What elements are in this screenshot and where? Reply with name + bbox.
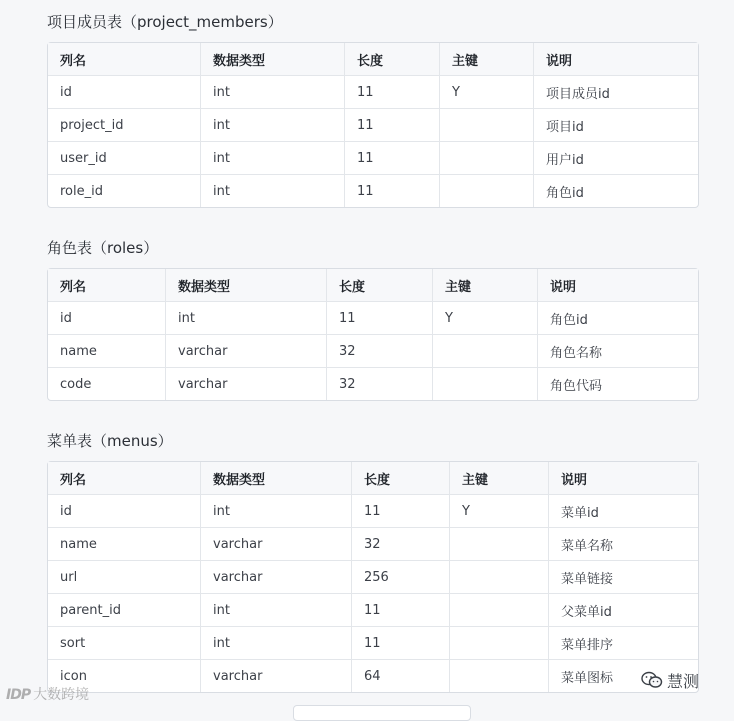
- table-cell: [433, 335, 538, 368]
- table-cell: Y: [440, 76, 534, 109]
- table-row: [48, 627, 698, 660]
- column-header: 数据类型: [201, 43, 345, 76]
- column-header: 主键: [433, 269, 538, 302]
- table-cell: 11: [352, 627, 450, 660]
- table-cell: 32: [327, 335, 433, 368]
- table-cell: 11: [345, 142, 440, 175]
- table-header-row: [48, 462, 698, 495]
- brand-logo: IDP: [6, 687, 31, 703]
- table-cell: [433, 368, 538, 400]
- table-cell: sort: [48, 627, 201, 660]
- table-cell: varchar: [166, 368, 327, 400]
- table-cell: user_id: [48, 142, 201, 175]
- table-cell: 项目id: [534, 109, 698, 142]
- table-cell: 角色名称: [538, 335, 698, 368]
- table-cell: [440, 109, 534, 142]
- table-cell: 32: [352, 528, 450, 561]
- table-cell: 11: [327, 302, 433, 335]
- table-cell: int: [201, 175, 345, 207]
- table-cell: parent_id: [48, 594, 201, 627]
- column-header: 数据类型: [201, 462, 352, 495]
- table-cell: int: [201, 76, 345, 109]
- table-cell: int: [166, 302, 327, 335]
- column-header: 列名: [48, 269, 166, 302]
- column-header: 列名: [48, 43, 201, 76]
- table-cell: 菜单名称: [549, 528, 698, 561]
- column-header: 长度: [352, 462, 450, 495]
- table-cell: 32: [327, 368, 433, 400]
- table-row: [48, 335, 698, 368]
- table-cell: name: [48, 335, 166, 368]
- table-cell: 菜单链接: [549, 561, 698, 594]
- table-row: [48, 142, 698, 175]
- pagination-control[interactable]: [293, 705, 471, 721]
- table-cell: 11: [345, 175, 440, 207]
- table-cell: int: [201, 594, 352, 627]
- author-watermark: [641, 668, 699, 692]
- table-row: [48, 594, 698, 627]
- table-cell: 11: [345, 109, 440, 142]
- table-row: [48, 175, 698, 207]
- section-title-roles: 角色表（roles）: [47, 239, 159, 257]
- column-header: 说明: [534, 43, 698, 76]
- watermark-author: 慧测: [667, 671, 700, 691]
- source-watermark: [6, 684, 89, 704]
- column-header: 主键: [450, 462, 549, 495]
- table-row: [48, 109, 698, 142]
- table-row: [48, 76, 698, 109]
- column-header: 列名: [48, 462, 201, 495]
- table-cell: url: [48, 561, 201, 594]
- table-cell: id: [48, 302, 166, 335]
- table-cell: int: [201, 142, 345, 175]
- table-cell: id: [48, 76, 201, 109]
- table-cell: int: [201, 109, 345, 142]
- watermark-text: 大数跨境: [33, 687, 90, 703]
- table-cell: code: [48, 368, 166, 400]
- table-project-members: [47, 42, 699, 208]
- column-header: 长度: [327, 269, 433, 302]
- table-cell: 角色代码: [550, 378, 603, 394]
- table-cell: 256: [352, 561, 450, 594]
- table-cell: role_id: [48, 175, 201, 207]
- table-cell: [450, 528, 549, 561]
- table-cell: 菜单排序: [549, 627, 698, 660]
- table-cell: [450, 660, 549, 692]
- table-cell: 11: [352, 594, 450, 627]
- table-cell: varchar: [201, 660, 352, 692]
- table-cell: 角色id: [538, 302, 698, 335]
- table-row: [48, 368, 698, 400]
- table-cell: 项目成员id: [534, 76, 698, 109]
- table-header-row: [48, 43, 698, 76]
- table-row: [48, 302, 698, 335]
- column-header: 数据类型: [166, 269, 327, 302]
- table-cell: 64: [352, 660, 450, 692]
- table-cell: [450, 561, 549, 594]
- section-title-project-members: 项目成员表（project_members）: [47, 13, 283, 31]
- table-cell: [450, 627, 549, 660]
- section-title-menus: 菜单表（menus）: [47, 432, 173, 450]
- table-cell: 11: [352, 495, 450, 528]
- table-cell: varchar: [201, 528, 352, 561]
- table-row: [48, 660, 698, 692]
- table-cell: name: [48, 528, 201, 561]
- table-cell: icon: [48, 660, 201, 692]
- table-cell: Y: [450, 495, 549, 528]
- table-cell: 菜单id: [549, 495, 698, 528]
- table-cell: project_id: [48, 109, 201, 142]
- table-header-row: [48, 269, 698, 302]
- column-header: 说明: [538, 269, 698, 302]
- table-row: [48, 561, 698, 594]
- table-cell: varchar: [201, 561, 352, 594]
- column-header: 主键: [440, 43, 534, 76]
- table-cell: 角色id: [546, 185, 584, 201]
- table-cell: 11: [345, 76, 440, 109]
- table-cell: Y: [433, 302, 538, 335]
- table-roles: [47, 268, 699, 401]
- column-header: 长度: [345, 43, 440, 76]
- table-cell: [440, 142, 534, 175]
- table-cell: varchar: [166, 335, 327, 368]
- wechat-icon: [641, 671, 663, 689]
- table-cell: int: [201, 495, 352, 528]
- table-cell: int: [201, 627, 352, 660]
- table-cell: 父菜单id: [549, 594, 698, 627]
- table-row: [48, 495, 698, 528]
- table-cell: id: [48, 495, 201, 528]
- table-cell: 用户id: [534, 142, 698, 175]
- table-cell: [440, 175, 534, 207]
- table-cell: [450, 594, 549, 627]
- table-menus: [47, 461, 699, 693]
- column-header: 说明: [549, 462, 698, 495]
- table-cell: 菜单图标: [561, 670, 614, 686]
- table-row: [48, 528, 698, 561]
